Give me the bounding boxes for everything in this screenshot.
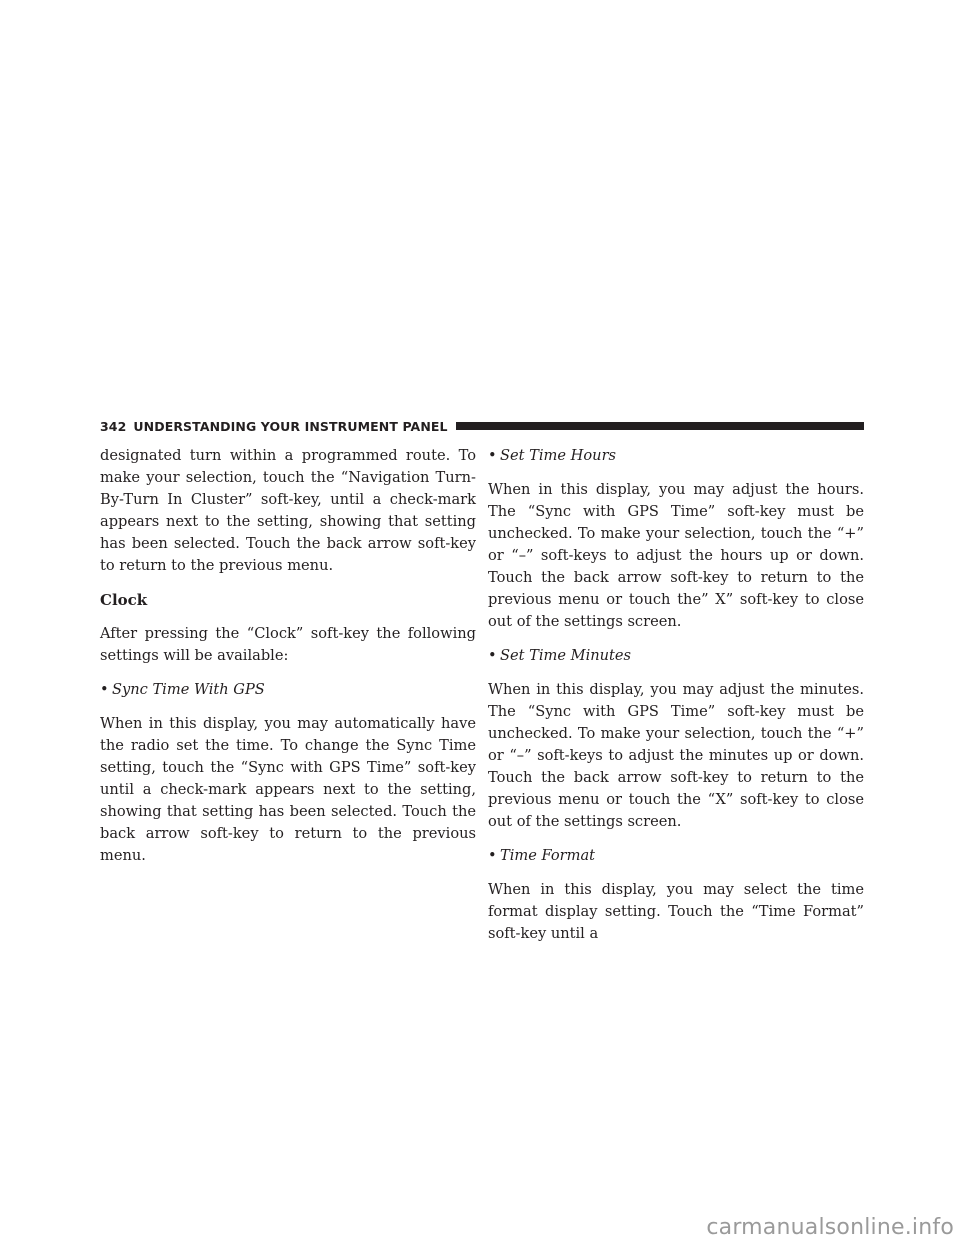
bullet-icon: •: [488, 847, 497, 864]
bullet-icon: •: [100, 681, 109, 698]
time-format-paragraph: When in this display, you may select the time format display setting. Touch the “Time Format” soft-key until a: [488, 881, 864, 942]
clock-paragraph: After pressing the “Clock” soft-key the following settings will be available:: [100, 625, 476, 664]
set-minutes-bullet: [488, 645, 864, 667]
page-header: [100, 417, 864, 435]
header-rule: [456, 422, 864, 430]
sync-time-paragraph: When in this display, you may automatically have the radio set the time. To change the Sync Time setting, touch the “Sync with GPS Time” soft-key until a check-mark appears next to the setting, showing that setting has been selected. Touch the back arrow soft-key to return to the previous menu.: [100, 715, 476, 864]
set-minutes-paragraph: When in this display, you may adjust the minutes. The “Sync with GPS Time” soft-key must be unchecked. To make your selection, touch the “+” or “–” soft-keys to adjust the minutes up or down. Touch the back arrow soft-key to return to the previous menu or touch the “X” soft-key to close out of the settings screen.: [488, 681, 864, 830]
watermark: carmanualsonline.info: [706, 1215, 954, 1240]
time-format-bullet: [488, 845, 864, 867]
left-column: [100, 445, 476, 879]
set-minutes-label: Set Time Minutes: [500, 647, 632, 664]
page-number: 342: [100, 418, 127, 434]
time-format-label: Time Format: [500, 847, 596, 864]
bullet-icon: •: [488, 447, 497, 464]
section-title: UNDERSTANDING YOUR INSTRUMENT PANEL: [133, 418, 448, 434]
set-hours-label: Set Time Hours: [500, 447, 617, 464]
set-hours-bullet: [488, 445, 864, 467]
set-hours-paragraph: When in this display, you may adjust the hours. The “Sync with GPS Time” soft-key must be unchecked. To make your selection, touch the “+” or “–” soft-keys to adjust the hours up or down. Touch the back arrow soft-key to return to the previous menu or touch the” X” soft-key to close out of the settings screen.: [488, 481, 864, 630]
clock-heading: Clock: [100, 591, 148, 609]
bullet-icon: •: [488, 647, 497, 664]
sync-time-label: Sync Time With GPS: [112, 681, 265, 698]
sync-time-bullet: [100, 679, 476, 701]
right-column: [488, 445, 864, 957]
intro-paragraph: designated turn within a programmed route. To make your selection, touch the “Navigation Turn-By-Turn In Cluster” soft-key, until a check-mark appears next to the setting, showing that setting has been selected. Touch the back arrow soft-key to return to the previous menu.: [100, 447, 476, 574]
